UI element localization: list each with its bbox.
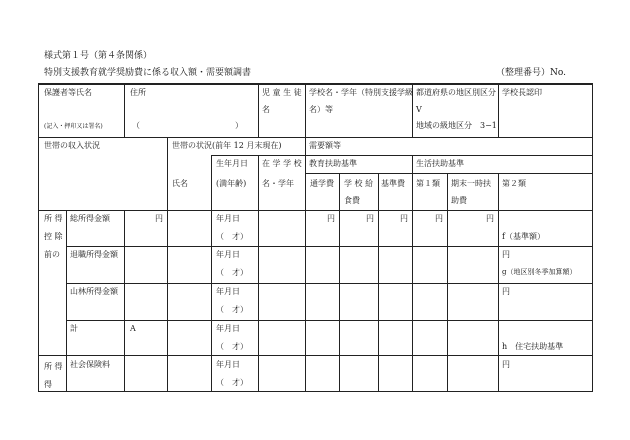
category-2-label: 第２類 — [502, 179, 526, 188]
social-insurance-label: 社会保険料 — [70, 360, 110, 369]
yen-unit: 円 — [435, 214, 443, 223]
household-status-label: 世帯の状況(前年 12 月末現在) — [172, 141, 282, 150]
yen-unit: 円 — [502, 287, 510, 296]
school-attending-label: 在 学 学 校 — [262, 159, 302, 168]
sum-label: 計 — [70, 324, 78, 333]
birth-date-cell: 年月日 — [216, 250, 240, 259]
demand-label: 需要額等 — [309, 141, 341, 150]
yen-unit: 円 — [502, 360, 510, 369]
principal-seal-label: 学校長認印 — [502, 88, 542, 97]
forest-income-label: 山林所得金額 — [70, 287, 118, 296]
side-label-2: 控 除 — [44, 232, 63, 241]
birth-date-cell: 年月日 — [216, 287, 240, 296]
age-cell: （ 才） — [216, 342, 248, 351]
yen-unit: 円 — [366, 214, 374, 223]
yen-unit: 円 — [400, 214, 408, 223]
age-cell: （ 才） — [216, 232, 248, 241]
signature-note: (記入・押印又は署名) — [44, 123, 103, 130]
side-label-1: 所 得 — [44, 214, 63, 223]
address-paren-open: （ — [132, 121, 140, 130]
region-category-value: V — [416, 105, 422, 114]
a-mark: A — [130, 324, 136, 333]
cold-region-label: 地域の級地区分 3−1 — [416, 121, 497, 130]
age-label: (満年齢) — [216, 179, 247, 188]
form-title: 特別支援教育就学奨励費に係る収入額・需要額調書 — [44, 68, 252, 78]
school-grade-label: 学校名・学年（特別支援学級 — [309, 88, 413, 97]
address-label: 住所 — [130, 88, 146, 97]
reference-number: （整理番号）No. — [496, 68, 566, 78]
student-label: 児 童 生 徒 — [262, 88, 302, 97]
yen-unit: 円 — [155, 214, 163, 223]
total-income-label: 総所得金額 — [70, 214, 110, 223]
g-winter-label: g（地区別冬季加算額） — [502, 268, 577, 276]
standard-fee-label: 基準費 — [381, 179, 405, 188]
guardian-name-label: 保護者等氏名 — [44, 88, 92, 97]
lunch-fee-label-2: 食費 — [344, 196, 360, 205]
birth-date-cell: 年月日 — [216, 360, 240, 369]
side-label-4: 所 得 — [44, 362, 63, 371]
side-label-5: 得 — [44, 380, 52, 389]
f-standard-label: f（基準額） — [502, 232, 545, 241]
income-status-label: 世帯の収入状況 — [44, 141, 100, 150]
h-housing-label: h 住宅扶助基準 — [502, 342, 564, 351]
education-aid-label: 教育扶助基準 — [309, 159, 357, 168]
region-category-label: 都道府県の地区別区分 — [416, 88, 496, 97]
birth-date-cell: 年月日 — [216, 324, 240, 333]
retirement-income-label: 退職所得金額 — [70, 250, 118, 259]
address-paren-close: ） — [235, 121, 243, 130]
age-cell: （ 才） — [216, 305, 248, 314]
temporary-aid-label: 期末一時扶 — [451, 179, 491, 188]
commute-fee-label: 通学費 — [310, 179, 334, 188]
birth-date-cell: 年月日 — [216, 214, 240, 223]
school-grade-sub-label: 名・学年 — [262, 179, 294, 188]
age-cell: （ 才） — [216, 378, 248, 387]
temporary-aid-label-2: 助費 — [451, 196, 467, 205]
yen-unit: 円 — [327, 214, 335, 223]
birth-date-label: 生年月日 — [216, 159, 248, 168]
side-label-3: 前の — [44, 250, 60, 259]
form-number: 様式第１号（第４条関係） — [44, 51, 153, 61]
yen-unit: 円 — [486, 214, 494, 223]
category-1-label: 第１類 — [416, 179, 440, 188]
age-cell: （ 才） — [216, 268, 248, 277]
name-label: 氏名 — [172, 179, 188, 188]
living-aid-label: 生活扶助基準 — [416, 159, 464, 168]
lunch-fee-label: 学 校 給 — [344, 179, 374, 188]
yen-unit: 円 — [502, 250, 510, 259]
student-label-2: 名 — [262, 105, 270, 114]
school-grade-label-2: 名）等 — [309, 105, 333, 114]
